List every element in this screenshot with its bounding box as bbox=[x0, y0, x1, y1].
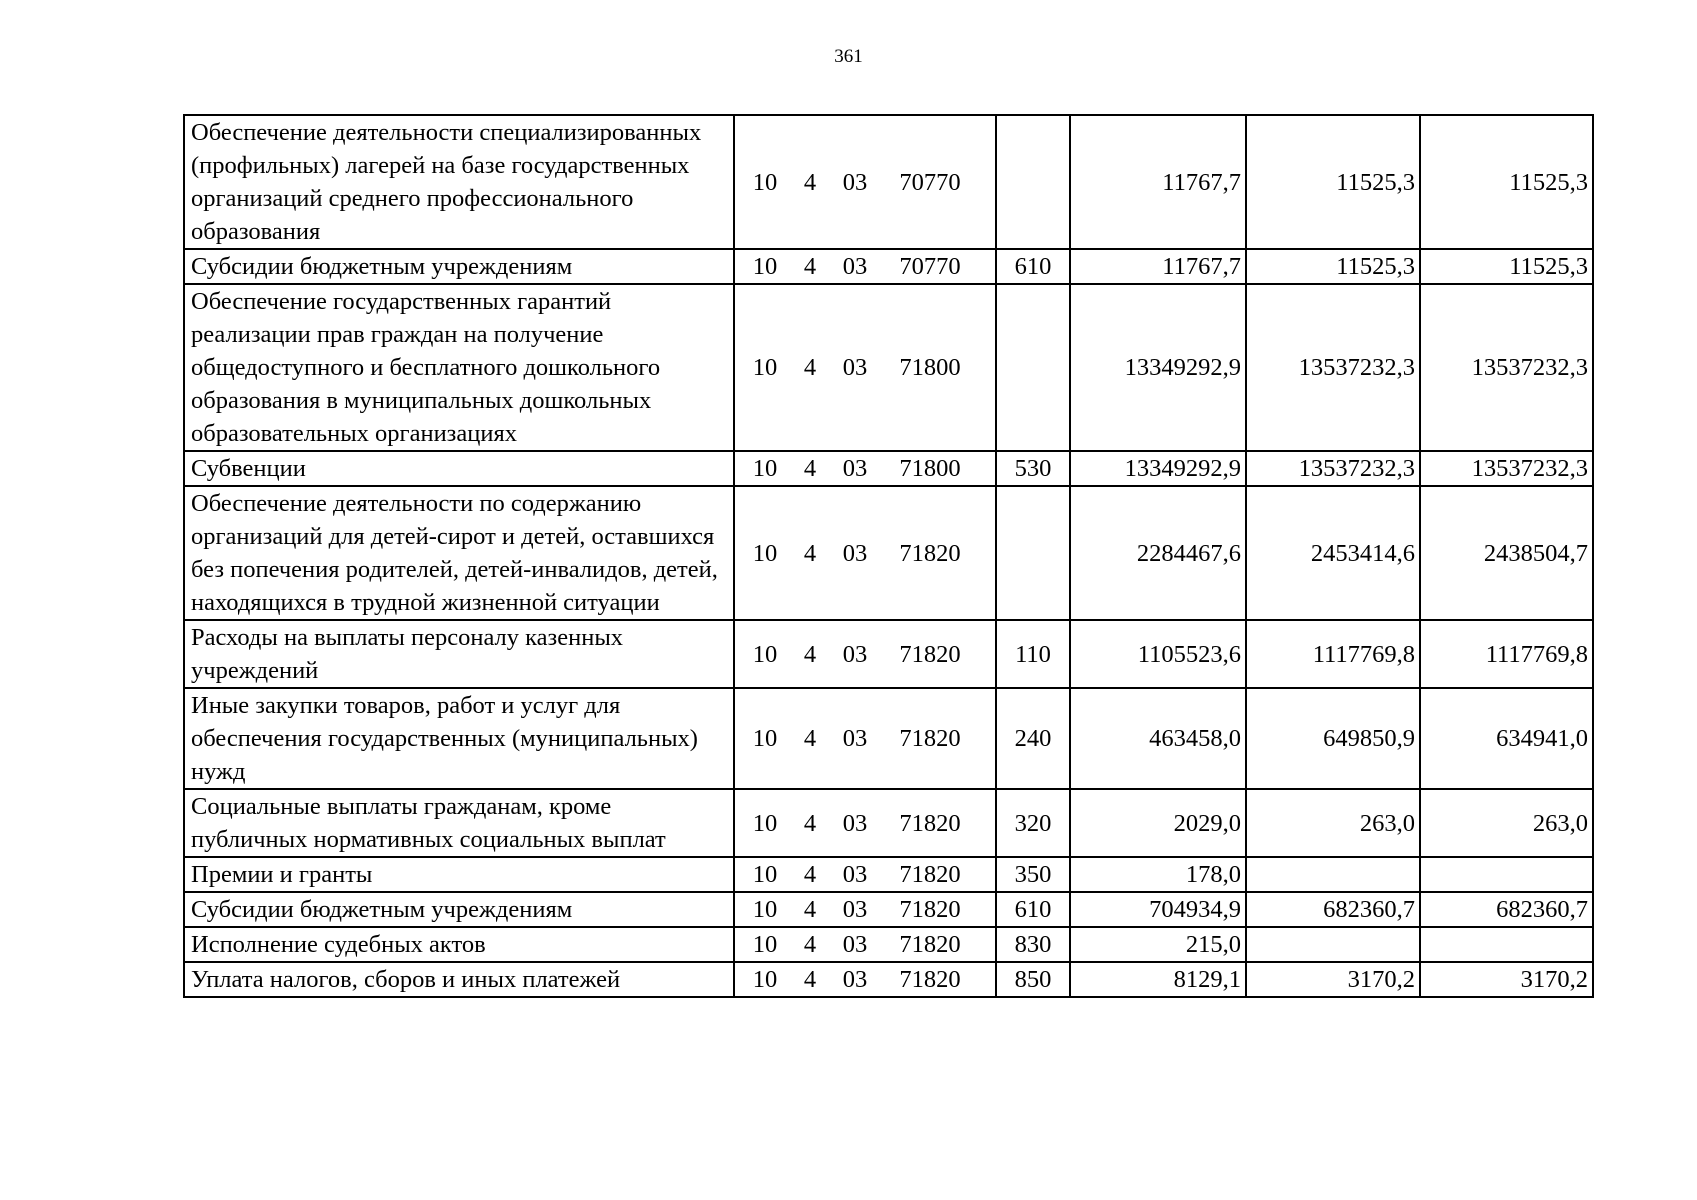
section-code: 10 bbox=[752, 168, 778, 196]
expense-type-cell: 320 bbox=[996, 789, 1070, 857]
program-code: 03 bbox=[842, 354, 868, 381]
expense-type-cell: 350 bbox=[996, 857, 1070, 892]
expense-type-cell: 610 bbox=[996, 249, 1070, 284]
subsection-code: 4 bbox=[803, 640, 817, 668]
table-row bbox=[184, 620, 1593, 688]
amount-3-cell bbox=[1420, 927, 1593, 962]
table-row bbox=[184, 857, 1593, 892]
amount-1-cell: 8129,1 bbox=[1070, 962, 1246, 997]
direction-code: 71820 bbox=[899, 725, 961, 752]
section-code: 10 bbox=[752, 253, 778, 280]
amount-3-cell: 2438504,7 bbox=[1420, 486, 1593, 620]
program-code: 03 bbox=[842, 253, 868, 280]
program-code: 03 bbox=[842, 640, 868, 668]
amount-2-cell: 263,0 bbox=[1246, 789, 1420, 857]
budget-code-cell bbox=[734, 688, 996, 789]
amount-3-cell: 634941,0 bbox=[1420, 688, 1593, 789]
table-row bbox=[184, 892, 1593, 927]
direction-code: 71820 bbox=[899, 809, 961, 837]
amount-2-cell: 2453414,6 bbox=[1246, 486, 1420, 620]
subsection-code: 4 bbox=[803, 455, 817, 482]
table-row bbox=[184, 115, 1593, 249]
expense-name-cell: Уплата налогов, сборов и иных платежей bbox=[184, 962, 734, 997]
expense-type-cell bbox=[996, 486, 1070, 620]
direction-code: 71820 bbox=[899, 640, 961, 668]
table-row bbox=[184, 486, 1593, 620]
program-code: 03 bbox=[842, 931, 868, 958]
expense-name-cell: Субсидии бюджетным учреждениям bbox=[184, 249, 734, 284]
amount-3-cell: 11525,3 bbox=[1420, 115, 1593, 249]
amount-1-cell: 11767,7 bbox=[1070, 249, 1246, 284]
section-code: 10 bbox=[752, 455, 778, 482]
program-code: 03 bbox=[842, 809, 868, 837]
amount-3-cell: 263,0 bbox=[1420, 789, 1593, 857]
table-row bbox=[184, 284, 1593, 451]
expense-name-cell: Обеспечение государственных гарантий реализации прав граждан на получение общедоступного и бесплатного дошкольного образования в муниципальных дошкольных образовательных организациях bbox=[184, 284, 734, 451]
section-code: 10 bbox=[752, 640, 778, 668]
amount-1-cell: 13349292,9 bbox=[1070, 451, 1246, 486]
amount-1-cell: 11767,7 bbox=[1070, 115, 1246, 249]
budget-code-cell bbox=[734, 857, 996, 892]
amount-2-cell: 13537232,3 bbox=[1246, 284, 1420, 451]
program-code: 03 bbox=[842, 966, 868, 993]
amount-3-cell: 13537232,3 bbox=[1420, 284, 1593, 451]
amount-3-cell: 11525,3 bbox=[1420, 249, 1593, 284]
subsection-code: 4 bbox=[803, 809, 817, 837]
subsection-code: 4 bbox=[803, 539, 817, 567]
budget-code-cell bbox=[734, 486, 996, 620]
budget-code-cell bbox=[734, 249, 996, 284]
amount-1-cell: 1105523,6 bbox=[1070, 620, 1246, 688]
amount-2-cell: 11525,3 bbox=[1246, 115, 1420, 249]
budget-code-cell bbox=[734, 284, 996, 451]
expense-type-cell: 530 bbox=[996, 451, 1070, 486]
expense-type-cell: 610 bbox=[996, 892, 1070, 927]
section-code: 10 bbox=[752, 966, 778, 993]
expense-name-cell: Обеспечение деятельности по содержанию организаций для детей-сирот и детей, оставшихся без попечения родителей, детей-инвалидов, детей, находящихся в трудной жизненной ситуации bbox=[184, 486, 734, 620]
amount-1-cell: 463458,0 bbox=[1070, 688, 1246, 789]
amount-1-cell: 13349292,9 bbox=[1070, 284, 1246, 451]
subsection-code: 4 bbox=[803, 861, 817, 888]
section-code: 10 bbox=[752, 896, 778, 923]
amount-3-cell bbox=[1420, 857, 1593, 892]
expense-name-cell: Обеспечение деятельности специализированных (профильных) лагерей на базе государственных организаций среднего профессионального образования bbox=[184, 115, 734, 249]
expense-name-cell: Премии и гранты bbox=[184, 857, 734, 892]
amount-3-cell: 682360,7 bbox=[1420, 892, 1593, 927]
expense-name-cell: Социальные выплаты гражданам, кроме публичных нормативных социальных выплат bbox=[184, 789, 734, 857]
direction-code: 70770 bbox=[899, 168, 961, 196]
subsection-code: 4 bbox=[803, 168, 817, 196]
direction-code: 71820 bbox=[899, 966, 961, 993]
section-code: 10 bbox=[752, 539, 778, 567]
program-code: 03 bbox=[842, 896, 868, 923]
amount-3-cell: 1117769,8 bbox=[1420, 620, 1593, 688]
amount-2-cell: 11525,3 bbox=[1246, 249, 1420, 284]
program-code: 03 bbox=[842, 455, 868, 482]
subsection-code: 4 bbox=[803, 896, 817, 923]
amount-1-cell: 704934,9 bbox=[1070, 892, 1246, 927]
expense-type-cell: 830 bbox=[996, 927, 1070, 962]
budget-code-cell bbox=[734, 115, 996, 249]
subsection-code: 4 bbox=[803, 253, 817, 280]
amount-2-cell: 1117769,8 bbox=[1246, 620, 1420, 688]
expense-type-cell: 110 bbox=[996, 620, 1070, 688]
direction-code: 71800 bbox=[899, 455, 961, 482]
budget-code-cell bbox=[734, 927, 996, 962]
amount-2-cell: 649850,9 bbox=[1246, 688, 1420, 789]
budget-table bbox=[183, 114, 1594, 998]
expense-type-cell bbox=[996, 115, 1070, 249]
subsection-code: 4 bbox=[803, 354, 817, 381]
amount-1-cell: 2284467,6 bbox=[1070, 486, 1246, 620]
expense-name-cell: Исполнение судебных актов bbox=[184, 927, 734, 962]
direction-code: 71820 bbox=[899, 896, 961, 923]
expense-name-cell: Субвенции bbox=[184, 451, 734, 486]
expense-name-cell: Иные закупки товаров, работ и услуг для обеспечения государственных (муниципальных) нужд bbox=[184, 688, 734, 789]
section-code: 10 bbox=[752, 931, 778, 958]
amount-1-cell: 178,0 bbox=[1070, 857, 1246, 892]
section-code: 10 bbox=[752, 809, 778, 837]
expense-type-cell: 240 bbox=[996, 688, 1070, 789]
budget-code-cell bbox=[734, 451, 996, 486]
direction-code: 71820 bbox=[899, 539, 961, 567]
table-row bbox=[184, 962, 1593, 997]
subsection-code: 4 bbox=[803, 966, 817, 993]
amount-2-cell: 682360,7 bbox=[1246, 892, 1420, 927]
expense-type-cell bbox=[996, 284, 1070, 451]
direction-code: 71820 bbox=[899, 931, 961, 958]
direction-code: 71820 bbox=[899, 861, 961, 888]
program-code: 03 bbox=[842, 539, 868, 567]
expense-name-cell: Субсидии бюджетным учреждениям bbox=[184, 892, 734, 927]
amount-2-cell: 13537232,3 bbox=[1246, 451, 1420, 486]
budget-code-cell bbox=[734, 789, 996, 857]
table-row bbox=[184, 688, 1593, 789]
amount-3-cell: 3170,2 bbox=[1420, 962, 1593, 997]
section-code: 10 bbox=[752, 725, 778, 752]
budget-code-cell bbox=[734, 962, 996, 997]
amount-2-cell bbox=[1246, 927, 1420, 962]
direction-code: 71800 bbox=[899, 354, 961, 381]
expense-type-cell: 850 bbox=[996, 962, 1070, 997]
program-code: 03 bbox=[842, 168, 868, 196]
budget-table-body bbox=[184, 115, 1593, 997]
program-code: 03 bbox=[842, 861, 868, 888]
amount-1-cell: 215,0 bbox=[1070, 927, 1246, 962]
amount-2-cell: 3170,2 bbox=[1246, 962, 1420, 997]
budget-code-cell bbox=[734, 892, 996, 927]
amount-1-cell: 2029,0 bbox=[1070, 789, 1246, 857]
subsection-code: 4 bbox=[803, 931, 817, 958]
program-code: 03 bbox=[842, 725, 868, 752]
table-row bbox=[184, 927, 1593, 962]
budget-code-cell bbox=[734, 620, 996, 688]
subsection-code: 4 bbox=[803, 725, 817, 752]
section-code: 10 bbox=[752, 354, 778, 381]
direction-code: 70770 bbox=[899, 253, 961, 280]
table-row bbox=[184, 249, 1593, 284]
expense-name-cell: Расходы на выплаты персоналу казенных учреждений bbox=[184, 620, 734, 688]
table-row bbox=[184, 451, 1593, 486]
table-row bbox=[184, 789, 1593, 857]
amount-3-cell: 13537232,3 bbox=[1420, 451, 1593, 486]
page-number: 361 bbox=[834, 46, 863, 67]
amount-2-cell bbox=[1246, 857, 1420, 892]
section-code: 10 bbox=[752, 861, 778, 888]
